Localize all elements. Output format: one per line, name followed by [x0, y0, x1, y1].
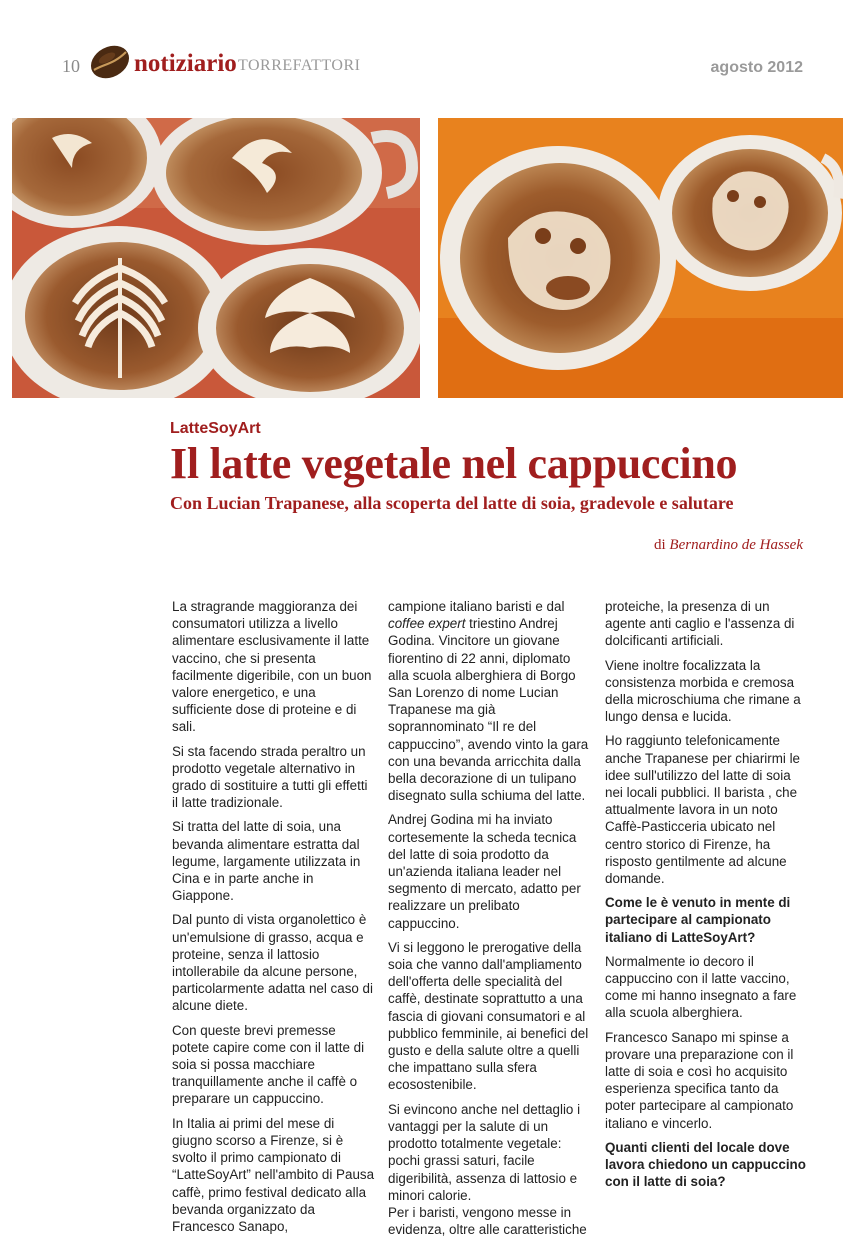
paragraph: Dal punto di vista organolettico è un'emulsione di grasso, acqua e proteine, senza il lattosio intollerabile da alcune persone, particolarmente adatta nel caso di alcune diete.: [172, 912, 373, 1014]
article-title: Il latte vegetale nel cappuccino: [170, 439, 738, 488]
paragraph: Ho raggiunto telefonicamente anche Trapanese per chiarirmi le idee sull'utilizzo del latte di soia nei locali pubblici. Il barista , che attualmente lavora in un noto Caffè-Pasticceria ubicato nel centro storico di Firenze, ha risposto gentilmente ad alcune domande.: [605, 733, 801, 887]
paragraph: Con queste brevi premesse potete capire come con il latte di soia si possa macchiare tranquillamente anche il caffè o preparare un cappuccino.: [172, 1022, 365, 1107]
paragraph: Andrej Godina mi ha inviato cortesemente la scheda tecnica del latte di soia prodotto da un'azienda italiana leader nel segmento di mercato, adatto per realizzare un prelibato cappuccino.: [388, 812, 581, 931]
paragraph: Viene inoltre focalizzata la consistenza morbida e cremosa della microschiuma che rimane a lungo densa e lucida.: [605, 657, 801, 725]
article-byline: [654, 537, 803, 554]
interview-answer: Normalmente io decoro il cappuccino con il latte vaccino, come mi hanno insegnato a fare alla scuola alberghiera.: [605, 953, 797, 1021]
coffee-bean-icon: [88, 42, 132, 82]
paragraph: Per i baristi, vengono messe in evidenza, oltre alle caratteristiche: [388, 1204, 587, 1238]
emphasis-text: coffee expert: [388, 616, 466, 632]
paragraph: Vi si leggono le prerogative della soia che vanno dall'ampliamento dell'offerta delle specialità del caffè, destinate soprattutto a una fascia di giovani consumatori e al pubblico femminile, ai benefici del gusto e della salute oltre a quelli che impattano sulla sfera ecosostenibile.: [388, 939, 589, 1093]
page-header: [0, 0, 855, 100]
article-column-3: [605, 598, 810, 1198]
latte-art-photo-left: [12, 118, 420, 398]
brand-name: notiziario: [134, 50, 237, 77]
paragraph: Si sta facendo strada peraltro un prodotto vegetale alternativo in grado di sostituire a tutti gli effetti il latte tradizionale.: [172, 743, 368, 811]
paragraph: In Italia ai primi del mese di giugno scorso a Firenze, si è svolto il primo campionato di “LatteSoyArt” nell'ambito di Pausa caffè, primo festival dedicato alla bevanda organizzato da Francesco Sanapo,: [172, 1115, 375, 1234]
text-run: campione italiano baristi e dal: [388, 599, 565, 614]
paragraph: [388, 598, 591, 804]
interview-question: Come le è venuto in mente di partecipare al campionato italiano di LatteSoyArt?: [605, 895, 791, 945]
interview-answer: Francesco Sanapo mi spinse a provare una preparazione con il latte di soia e così ho acquisito esperienza specifica tanto da poter partecipare al campionato italiano e vincerlo.: [605, 1029, 794, 1131]
article-kicker: LatteSoyArt: [170, 420, 261, 437]
byline-author: Bernardino de Hassek: [669, 537, 803, 553]
paragraph: La stragrande maggioranza dei consumatori utilizza a livello alimentare esclusivamente il latte vaccino, che si presenta facilmente digeribile, con un buon valore energetico, e una sufficiente dose di proteine e di sali.: [172, 599, 372, 735]
paragraph: Si evincono anche nel dettaglio i vantaggi per la salute di un prodotto totalmente vegetale: pochi grassi saturi, facile digeribilità, assenza di lattosio e minori calorie.: [388, 1101, 581, 1203]
byline-prefix: di: [653, 537, 666, 553]
issue-date: agosto 2012: [710, 59, 803, 76]
page-number: 10: [62, 56, 80, 76]
latte-art-photo-right: [438, 118, 843, 398]
interview-question: Quanti clienti del locale dove lavora chiedono un cappuccino con il latte di soia?: [605, 1139, 806, 1190]
article-column-1: [172, 598, 375, 1242]
text-run: triestino Andrej Godina. Vincitore un giovane fiorentino di 22 anni, diplomato alla scuola alberghiera di Borgo San Lorenzo di nome Lucian Trapanese ma già soprannominato “Il re del cappuccino”, avendo vinto la gara con una bevanda arricchita dalla bella decorazione di un tulipano disegnato sulla schiuma del latte.: [388, 616, 589, 804]
article-subtitle: Con Lucian Trapanese, alla scoperta del latte di soia, gradevole e salutare: [170, 493, 734, 513]
paragraph: Si tratta del latte di soia, una bevanda alimentare estratta dal legume, largamente utilizzata in Cina e in parte anche in Giappone.: [172, 819, 361, 904]
article-column-2: [388, 598, 591, 1245]
brand-subtitle: TORREFATTORI: [238, 57, 361, 74]
paragraph: proteiche, la presenza di un agente anti caglio e l'assenza di dolcificanti artificiali.: [605, 599, 795, 649]
